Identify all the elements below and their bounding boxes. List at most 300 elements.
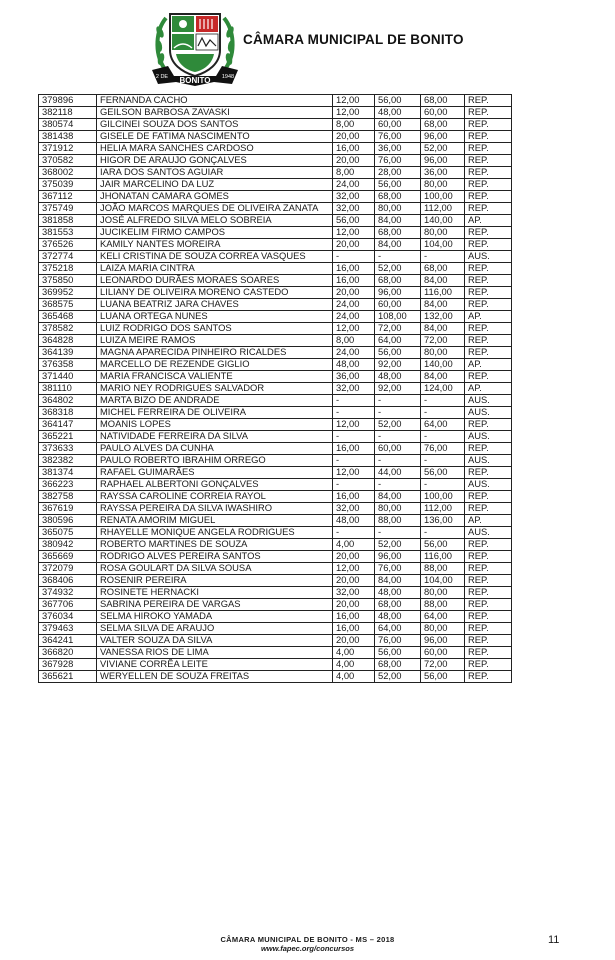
score-1-cell: -: [333, 407, 375, 419]
table-row: [39, 407, 512, 419]
table-row: [39, 227, 512, 239]
registration-cell: 381553: [39, 227, 97, 239]
table-row: [39, 251, 512, 263]
registration-cell: 376034: [39, 611, 97, 623]
table-row: [39, 383, 512, 395]
total-score-cell: 84,00: [421, 299, 465, 311]
score-1-cell: 12,00: [333, 467, 375, 479]
status-cell: REP.: [465, 443, 512, 455]
table-row: [39, 575, 512, 587]
score-1-cell: 32,00: [333, 203, 375, 215]
score-2-cell: 76,00: [375, 563, 421, 575]
candidate-name-cell: NATIVIDADE FERREIRA DA SILVA: [97, 431, 333, 443]
total-score-cell: 68,00: [421, 263, 465, 275]
score-1-cell: 16,00: [333, 491, 375, 503]
score-2-cell: 64,00: [375, 623, 421, 635]
registration-cell: 382382: [39, 455, 97, 467]
score-2-cell: 76,00: [375, 155, 421, 167]
score-2-cell: -: [375, 431, 421, 443]
total-score-cell: 56,00: [421, 671, 465, 683]
candidate-name-cell: RAYSSA CAROLINE CORREIA RAYOL: [97, 491, 333, 503]
score-1-cell: 12,00: [333, 227, 375, 239]
candidate-name-cell: LILIANY DE OLIVEIRA MORENO CASTEDO: [97, 287, 333, 299]
candidate-name-cell: HIGOR DE ARAUJO GONÇALVES: [97, 155, 333, 167]
candidate-name-cell: JAIR MARCELINO DA LUZ: [97, 179, 333, 191]
status-cell: REP.: [465, 539, 512, 551]
registration-cell: 375749: [39, 203, 97, 215]
candidate-name-cell: WERYELLEN DE SOUZA FREITAS: [97, 671, 333, 683]
total-score-cell: 84,00: [421, 275, 465, 287]
score-2-cell: 76,00: [375, 131, 421, 143]
candidate-name-cell: JOÃO MARCOS MARQUES DE OLIVEIRA ZANATA: [97, 203, 333, 215]
candidate-name-cell: JUCIKELIM FIRMO CAMPOS: [97, 227, 333, 239]
score-1-cell: 16,00: [333, 275, 375, 287]
candidate-name-cell: VANESSA RIOS DE LIMA: [97, 647, 333, 659]
score-1-cell: 20,00: [333, 131, 375, 143]
total-score-cell: 56,00: [421, 539, 465, 551]
total-score-cell: 80,00: [421, 179, 465, 191]
total-score-cell: 88,00: [421, 563, 465, 575]
page-header: [0, 0, 615, 92]
score-2-cell: -: [375, 455, 421, 467]
score-2-cell: 68,00: [375, 191, 421, 203]
score-1-cell: 12,00: [333, 95, 375, 107]
status-cell: REP.: [465, 119, 512, 131]
table-row: [39, 299, 512, 311]
table-row: [39, 131, 512, 143]
status-cell: AP.: [465, 359, 512, 371]
table-row: [39, 431, 512, 443]
table-row: [39, 671, 512, 683]
registration-cell: 365621: [39, 671, 97, 683]
total-score-cell: 88,00: [421, 599, 465, 611]
score-1-cell: 4,00: [333, 659, 375, 671]
candidate-name-cell: LAIZA MARIA CINTRA: [97, 263, 333, 275]
score-1-cell: 16,00: [333, 443, 375, 455]
registration-cell: 378582: [39, 323, 97, 335]
table-row: [39, 443, 512, 455]
candidate-name-cell: FERNANDA CACHO: [97, 95, 333, 107]
score-2-cell: 48,00: [375, 107, 421, 119]
registration-cell: 379463: [39, 623, 97, 635]
score-1-cell: 12,00: [333, 107, 375, 119]
score-1-cell: 12,00: [333, 563, 375, 575]
status-cell: REP.: [465, 551, 512, 563]
candidate-name-cell: GILCINEI SOUZA DOS SANTOS: [97, 119, 333, 131]
status-cell: REP.: [465, 611, 512, 623]
registration-cell: 364828: [39, 335, 97, 347]
registration-cell: 365075: [39, 527, 97, 539]
candidate-name-cell: JOSÉ ALFREDO SILVA MELO SOBREIA: [97, 215, 333, 227]
status-cell: REP.: [465, 503, 512, 515]
registration-cell: 381110: [39, 383, 97, 395]
registration-cell: 381858: [39, 215, 97, 227]
registration-cell: 371440: [39, 371, 97, 383]
score-1-cell: -: [333, 455, 375, 467]
registration-cell: 369952: [39, 287, 97, 299]
score-2-cell: 28,00: [375, 167, 421, 179]
total-score-cell: 132,00: [421, 311, 465, 323]
candidate-name-cell: MARIO NEY RODRIGUES SALVADOR: [97, 383, 333, 395]
candidate-name-cell: RAFAEL GUIMARÃES: [97, 467, 333, 479]
score-1-cell: 20,00: [333, 287, 375, 299]
total-score-cell: 64,00: [421, 611, 465, 623]
score-2-cell: 36,00: [375, 143, 421, 155]
emblem-left-text: 2 DE: [155, 74, 169, 80]
total-score-cell: -: [421, 251, 465, 263]
candidate-name-cell: VALTER SOUZA DA SILVA: [97, 635, 333, 647]
status-cell: AP.: [465, 515, 512, 527]
total-score-cell: 112,00: [421, 203, 465, 215]
status-cell: AUS.: [465, 479, 512, 491]
table-row: [39, 143, 512, 155]
table-row: [39, 599, 512, 611]
registration-cell: 372774: [39, 251, 97, 263]
registration-cell: 368575: [39, 299, 97, 311]
score-1-cell: 24,00: [333, 179, 375, 191]
registration-cell: 368002: [39, 167, 97, 179]
table-row: [39, 119, 512, 131]
total-score-cell: -: [421, 431, 465, 443]
score-2-cell: -: [375, 407, 421, 419]
total-score-cell: 80,00: [421, 227, 465, 239]
score-2-cell: 56,00: [375, 647, 421, 659]
table-row: [39, 539, 512, 551]
score-2-cell: 52,00: [375, 539, 421, 551]
total-score-cell: 124,00: [421, 383, 465, 395]
registration-cell: 376526: [39, 239, 97, 251]
table-row: [39, 215, 512, 227]
candidate-name-cell: MOANIS LOPES: [97, 419, 333, 431]
candidate-name-cell: PAULO ALVES DA CUNHA: [97, 443, 333, 455]
status-cell: REP.: [465, 671, 512, 683]
status-cell: REP.: [465, 467, 512, 479]
table-row: [39, 347, 512, 359]
table-row: [39, 587, 512, 599]
score-2-cell: 72,00: [375, 323, 421, 335]
score-2-cell: 48,00: [375, 371, 421, 383]
table-row: [39, 659, 512, 671]
score-2-cell: 68,00: [375, 659, 421, 671]
status-cell: AUS.: [465, 407, 512, 419]
candidate-name-cell: PAULO ROBERTO IBRAHIM ORREGO: [97, 455, 333, 467]
status-cell: AUS.: [465, 527, 512, 539]
score-2-cell: 52,00: [375, 263, 421, 275]
score-2-cell: 84,00: [375, 215, 421, 227]
score-2-cell: 44,00: [375, 467, 421, 479]
score-2-cell: 60,00: [375, 299, 421, 311]
results-table: [38, 94, 512, 683]
total-score-cell: 136,00: [421, 515, 465, 527]
candidate-name-cell: RAYSSA PEREIRA DA SILVA IWASHIRO: [97, 503, 333, 515]
status-cell: REP.: [465, 131, 512, 143]
emblem-banner-text: BONITO: [179, 76, 211, 85]
registration-cell: 375218: [39, 263, 97, 275]
candidate-name-cell: RHAYELLE MONIQUE ANGELA RODRIGUES: [97, 527, 333, 539]
score-1-cell: 24,00: [333, 299, 375, 311]
table-row: [39, 179, 512, 191]
registration-cell: 365221: [39, 431, 97, 443]
table-row: [39, 371, 512, 383]
registration-cell: 366223: [39, 479, 97, 491]
table-row: [39, 491, 512, 503]
total-score-cell: 72,00: [421, 659, 465, 671]
candidate-name-cell: IARA DOS SANTOS AGUIAR: [97, 167, 333, 179]
candidate-name-cell: LEONARDO DURÃES MORAES SOARES: [97, 275, 333, 287]
status-cell: REP.: [465, 263, 512, 275]
registration-cell: 381438: [39, 131, 97, 143]
score-1-cell: 20,00: [333, 239, 375, 251]
status-cell: REP.: [465, 587, 512, 599]
registration-cell: 367928: [39, 659, 97, 671]
registration-cell: 364241: [39, 635, 97, 647]
total-score-cell: -: [421, 395, 465, 407]
candidate-name-cell: MARCELLO DE REZENDE GIGLIO: [97, 359, 333, 371]
score-2-cell: -: [375, 527, 421, 539]
table-row: [39, 563, 512, 575]
score-1-cell: 8,00: [333, 167, 375, 179]
total-score-cell: 52,00: [421, 143, 465, 155]
score-2-cell: 88,00: [375, 515, 421, 527]
total-score-cell: 72,00: [421, 335, 465, 347]
registration-cell: 365468: [39, 311, 97, 323]
total-score-cell: 84,00: [421, 323, 465, 335]
score-2-cell: 56,00: [375, 95, 421, 107]
total-score-cell: 104,00: [421, 239, 465, 251]
score-1-cell: 12,00: [333, 419, 375, 431]
candidate-name-cell: SABRINA PEREIRA DE VARGAS: [97, 599, 333, 611]
candidate-name-cell: MICHEL FERREIRA DE OLIVEIRA: [97, 407, 333, 419]
registration-cell: 380942: [39, 539, 97, 551]
score-2-cell: -: [375, 251, 421, 263]
status-cell: AUS.: [465, 455, 512, 467]
status-cell: REP.: [465, 299, 512, 311]
candidate-name-cell: KAMILY NANTES MOREIRA: [97, 239, 333, 251]
score-2-cell: 84,00: [375, 575, 421, 587]
score-1-cell: -: [333, 431, 375, 443]
org-title: CÂMARA MUNICIPAL DE BONITO: [243, 32, 464, 47]
total-score-cell: 60,00: [421, 107, 465, 119]
candidate-name-cell: RENATA AMORIM MIGUEL: [97, 515, 333, 527]
status-cell: REP.: [465, 635, 512, 647]
total-score-cell: 140,00: [421, 215, 465, 227]
candidate-name-cell: GISELE DE FATIMA NASCIMENTO: [97, 131, 333, 143]
total-score-cell: -: [421, 455, 465, 467]
score-2-cell: 64,00: [375, 335, 421, 347]
table-row: [39, 611, 512, 623]
score-2-cell: 96,00: [375, 551, 421, 563]
table-row: [39, 263, 512, 275]
score-2-cell: 48,00: [375, 611, 421, 623]
table-row: [39, 287, 512, 299]
table-row: [39, 359, 512, 371]
table-row: [39, 395, 512, 407]
total-score-cell: 96,00: [421, 131, 465, 143]
candidate-name-cell: LUANA BEATRIZ JARA CHAVES: [97, 299, 333, 311]
table-row: [39, 527, 512, 539]
municipal-coat-of-arms-icon: [150, 4, 240, 90]
registration-cell: 373633: [39, 443, 97, 455]
score-2-cell: 80,00: [375, 203, 421, 215]
candidate-name-cell: SELMA SILVA DE ARAUJO: [97, 623, 333, 635]
status-cell: REP.: [465, 107, 512, 119]
score-1-cell: 32,00: [333, 191, 375, 203]
score-1-cell: 16,00: [333, 611, 375, 623]
registration-cell: 380574: [39, 119, 97, 131]
total-score-cell: 80,00: [421, 587, 465, 599]
total-score-cell: 100,00: [421, 491, 465, 503]
candidate-name-cell: MAGNA APARECIDA PINHEIRO RICALDES: [97, 347, 333, 359]
total-score-cell: 100,00: [421, 191, 465, 203]
candidate-name-cell: RODRIGO ALVES PEREIRA SANTOS: [97, 551, 333, 563]
candidate-name-cell: ROSENIR PEREIRA: [97, 575, 333, 587]
score-1-cell: -: [333, 395, 375, 407]
registration-cell: 364802: [39, 395, 97, 407]
table-row: [39, 551, 512, 563]
score-1-cell: 20,00: [333, 575, 375, 587]
table-row: [39, 203, 512, 215]
table-row: [39, 503, 512, 515]
table-row: [39, 515, 512, 527]
score-1-cell: 16,00: [333, 263, 375, 275]
registration-cell: 365669: [39, 551, 97, 563]
score-2-cell: 76,00: [375, 635, 421, 647]
status-cell: REP.: [465, 647, 512, 659]
status-cell: REP.: [465, 179, 512, 191]
status-cell: AUS.: [465, 431, 512, 443]
score-1-cell: 4,00: [333, 647, 375, 659]
status-cell: REP.: [465, 95, 512, 107]
candidate-name-cell: LUANA ORTEGA NUNES: [97, 311, 333, 323]
table-row: [39, 107, 512, 119]
registration-cell: 366820: [39, 647, 97, 659]
table-row: [39, 335, 512, 347]
table-row: [39, 323, 512, 335]
score-2-cell: 52,00: [375, 671, 421, 683]
table-row: [39, 419, 512, 431]
score-1-cell: 32,00: [333, 503, 375, 515]
registration-cell: 368406: [39, 575, 97, 587]
candidate-name-cell: LUIZ RODRIGO DOS SANTOS: [97, 323, 333, 335]
score-2-cell: 48,00: [375, 587, 421, 599]
table-row: [39, 155, 512, 167]
status-cell: REP.: [465, 167, 512, 179]
registration-cell: 379896: [39, 95, 97, 107]
total-score-cell: 140,00: [421, 359, 465, 371]
total-score-cell: 116,00: [421, 551, 465, 563]
score-1-cell: 32,00: [333, 587, 375, 599]
score-1-cell: 32,00: [333, 383, 375, 395]
candidate-name-cell: ROSA GOULART DA SILVA SOUSA: [97, 563, 333, 575]
status-cell: REP.: [465, 239, 512, 251]
score-2-cell: 52,00: [375, 419, 421, 431]
score-1-cell: 8,00: [333, 119, 375, 131]
total-score-cell: 112,00: [421, 503, 465, 515]
score-1-cell: 16,00: [333, 623, 375, 635]
score-2-cell: 80,00: [375, 503, 421, 515]
page-number: 11: [548, 934, 560, 946]
total-score-cell: 96,00: [421, 635, 465, 647]
registration-cell: 372079: [39, 563, 97, 575]
results-body: [39, 95, 512, 683]
total-score-cell: 96,00: [421, 155, 465, 167]
score-1-cell: 24,00: [333, 311, 375, 323]
score-2-cell: 68,00: [375, 227, 421, 239]
registration-cell: 376358: [39, 359, 97, 371]
score-2-cell: 96,00: [375, 287, 421, 299]
score-1-cell: 48,00: [333, 515, 375, 527]
total-score-cell: 116,00: [421, 287, 465, 299]
score-1-cell: -: [333, 251, 375, 263]
table-row: [39, 623, 512, 635]
status-cell: AP.: [465, 383, 512, 395]
status-cell: AP.: [465, 311, 512, 323]
candidate-name-cell: JHONATAN CAMARA GOMES: [97, 191, 333, 203]
status-cell: REP.: [465, 659, 512, 671]
score-2-cell: 92,00: [375, 359, 421, 371]
registration-cell: 368318: [39, 407, 97, 419]
footer-url[interactable]: www.fapec.org/concursos: [260, 944, 355, 953]
footer-title: CÂMARA MUNICIPAL DE BONITO - MS – 2018: [220, 935, 395, 944]
emblem-right-text: 1948: [221, 74, 235, 80]
status-cell: REP.: [465, 191, 512, 203]
registration-cell: 364147: [39, 419, 97, 431]
total-score-cell: 76,00: [421, 443, 465, 455]
status-cell: REP.: [465, 347, 512, 359]
score-1-cell: 20,00: [333, 599, 375, 611]
table-row: [39, 467, 512, 479]
total-score-cell: 80,00: [421, 623, 465, 635]
table-row: [39, 479, 512, 491]
registration-cell: 367706: [39, 599, 97, 611]
total-score-cell: -: [421, 407, 465, 419]
score-1-cell: 20,00: [333, 155, 375, 167]
score-2-cell: 60,00: [375, 119, 421, 131]
status-cell: REP.: [465, 491, 512, 503]
status-cell: AP.: [465, 215, 512, 227]
score-2-cell: 108,00: [375, 311, 421, 323]
total-score-cell: -: [421, 527, 465, 539]
table-row: [39, 647, 512, 659]
candidate-name-cell: KELI CRISTINA DE SOUZA CORREA VASQUES: [97, 251, 333, 263]
score-1-cell: 8,00: [333, 335, 375, 347]
status-cell: REP.: [465, 575, 512, 587]
table-row: [39, 635, 512, 647]
table-row: [39, 275, 512, 287]
status-cell: REP.: [465, 599, 512, 611]
registration-cell: 375850: [39, 275, 97, 287]
score-1-cell: 20,00: [333, 551, 375, 563]
registration-cell: 374932: [39, 587, 97, 599]
total-score-cell: 60,00: [421, 647, 465, 659]
registration-cell: 375039: [39, 179, 97, 191]
registration-cell: 382118: [39, 107, 97, 119]
registration-cell: 370582: [39, 155, 97, 167]
score-1-cell: 12,00: [333, 323, 375, 335]
score-2-cell: 84,00: [375, 239, 421, 251]
score-1-cell: -: [333, 527, 375, 539]
candidate-name-cell: ROSINETE HERNACKI: [97, 587, 333, 599]
status-cell: REP.: [465, 275, 512, 287]
total-score-cell: 80,00: [421, 347, 465, 359]
candidate-name-cell: GEILSON BARBOSA ZAVASKI: [97, 107, 333, 119]
status-cell: REP.: [465, 563, 512, 575]
score-2-cell: 56,00: [375, 347, 421, 359]
score-2-cell: -: [375, 395, 421, 407]
total-score-cell: 68,00: [421, 95, 465, 107]
table-row: [39, 239, 512, 251]
table-row: [39, 95, 512, 107]
